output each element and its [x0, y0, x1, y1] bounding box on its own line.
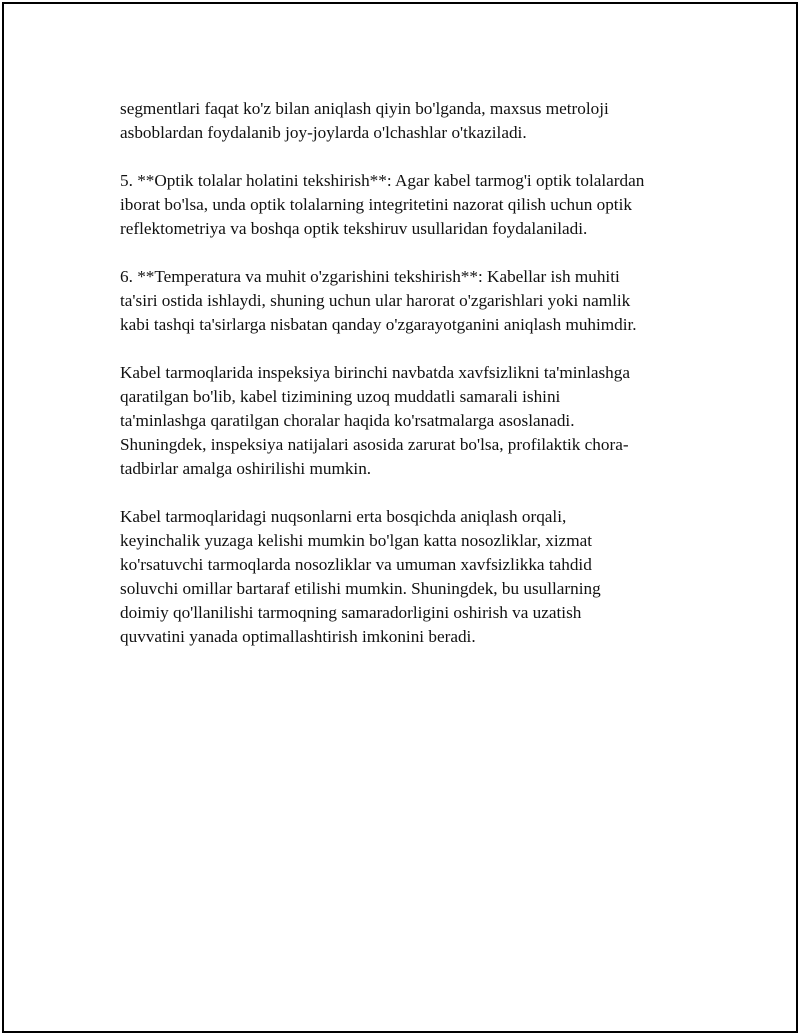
- document-page: [2, 2, 798, 1033]
- text-line: ko'rsatuvchi tarmoqlarda nosozliklar va umuman xavfsizlikka tahdid: [120, 555, 592, 574]
- paragraph-metrology-continuation: [120, 97, 700, 145]
- document-body: [120, 97, 700, 673]
- text-line: Shuningdek, inspeksiya natijalari asosida zarurat bo'lsa, profilaktik chora-: [120, 435, 629, 454]
- text-line: ta'siri ostida ishlaydi, shuning uchun ular harorat o'zgarishlari yoki namlik: [120, 291, 631, 310]
- text-line: iborat bo'lsa, unda optik tolalarning integritetini nazorat qilish uchun optik: [120, 195, 632, 214]
- text-line: soluvchi omillar bartaraf etilishi mumkin. Shuningdek, bu usullarning: [120, 579, 601, 598]
- paragraph-early-detection: [120, 505, 700, 649]
- text-line: Kabel tarmoqlaridagi nuqsonlarni erta bosqichda aniqlash orqali,: [120, 507, 567, 526]
- text-line: reflektometriya va boshqa optik tekshiruv usullaridan foydalaniladi.: [120, 219, 588, 238]
- text-line: 5. **Optik tolalar holatini tekshirish**: Agar kabel tarmog'i optik tolalardan: [120, 171, 645, 190]
- text-line: doimiy qo'llanilishi tarmoqning samaradorligini oshirish va uzatish: [120, 603, 582, 622]
- text-line: kabi tashqi ta'sirlarga nisbatan qanday o'zgarayotganini aniqlash muhimdir.: [120, 315, 637, 334]
- text-line: quvvatini yanada optimallashtirish imkonini beradi.: [120, 627, 476, 646]
- text-line: Kabel tarmoqlarida inspeksiya birinchi navbatda xavfsizlikni ta'minlashga: [120, 363, 630, 382]
- text-line: ta'minlashga qaratilgan choralar haqida ko'rsatmalarga asoslanadi.: [120, 411, 575, 430]
- text-line: tadbirlar amalga oshirilishi mumkin.: [120, 459, 372, 478]
- text-line: segmentlari faqat ko'z bilan aniqlash qiyin bo'lganda, maxsus metroloji: [120, 99, 609, 118]
- paragraph-temperature-check: [120, 265, 700, 337]
- text-line: 6. **Temperatura va muhit o'zgarishini tekshirish**: Kabellar ish muhiti: [120, 267, 620, 286]
- paragraph-inspection-purpose: [120, 361, 700, 481]
- paragraph-optical-fiber-check: [120, 169, 700, 241]
- text-line: keyinchalik yuzaga kelishi mumkin bo'lgan katta nosozliklar, xizmat: [120, 531, 593, 550]
- text-line: asboblardan foydalanib joy-joylarda o'lchashlar o'tkaziladi.: [120, 123, 527, 142]
- text-line: qaratilgan bo'lib, kabel tizimining uzoq muddatli samarali ishini: [120, 387, 561, 406]
